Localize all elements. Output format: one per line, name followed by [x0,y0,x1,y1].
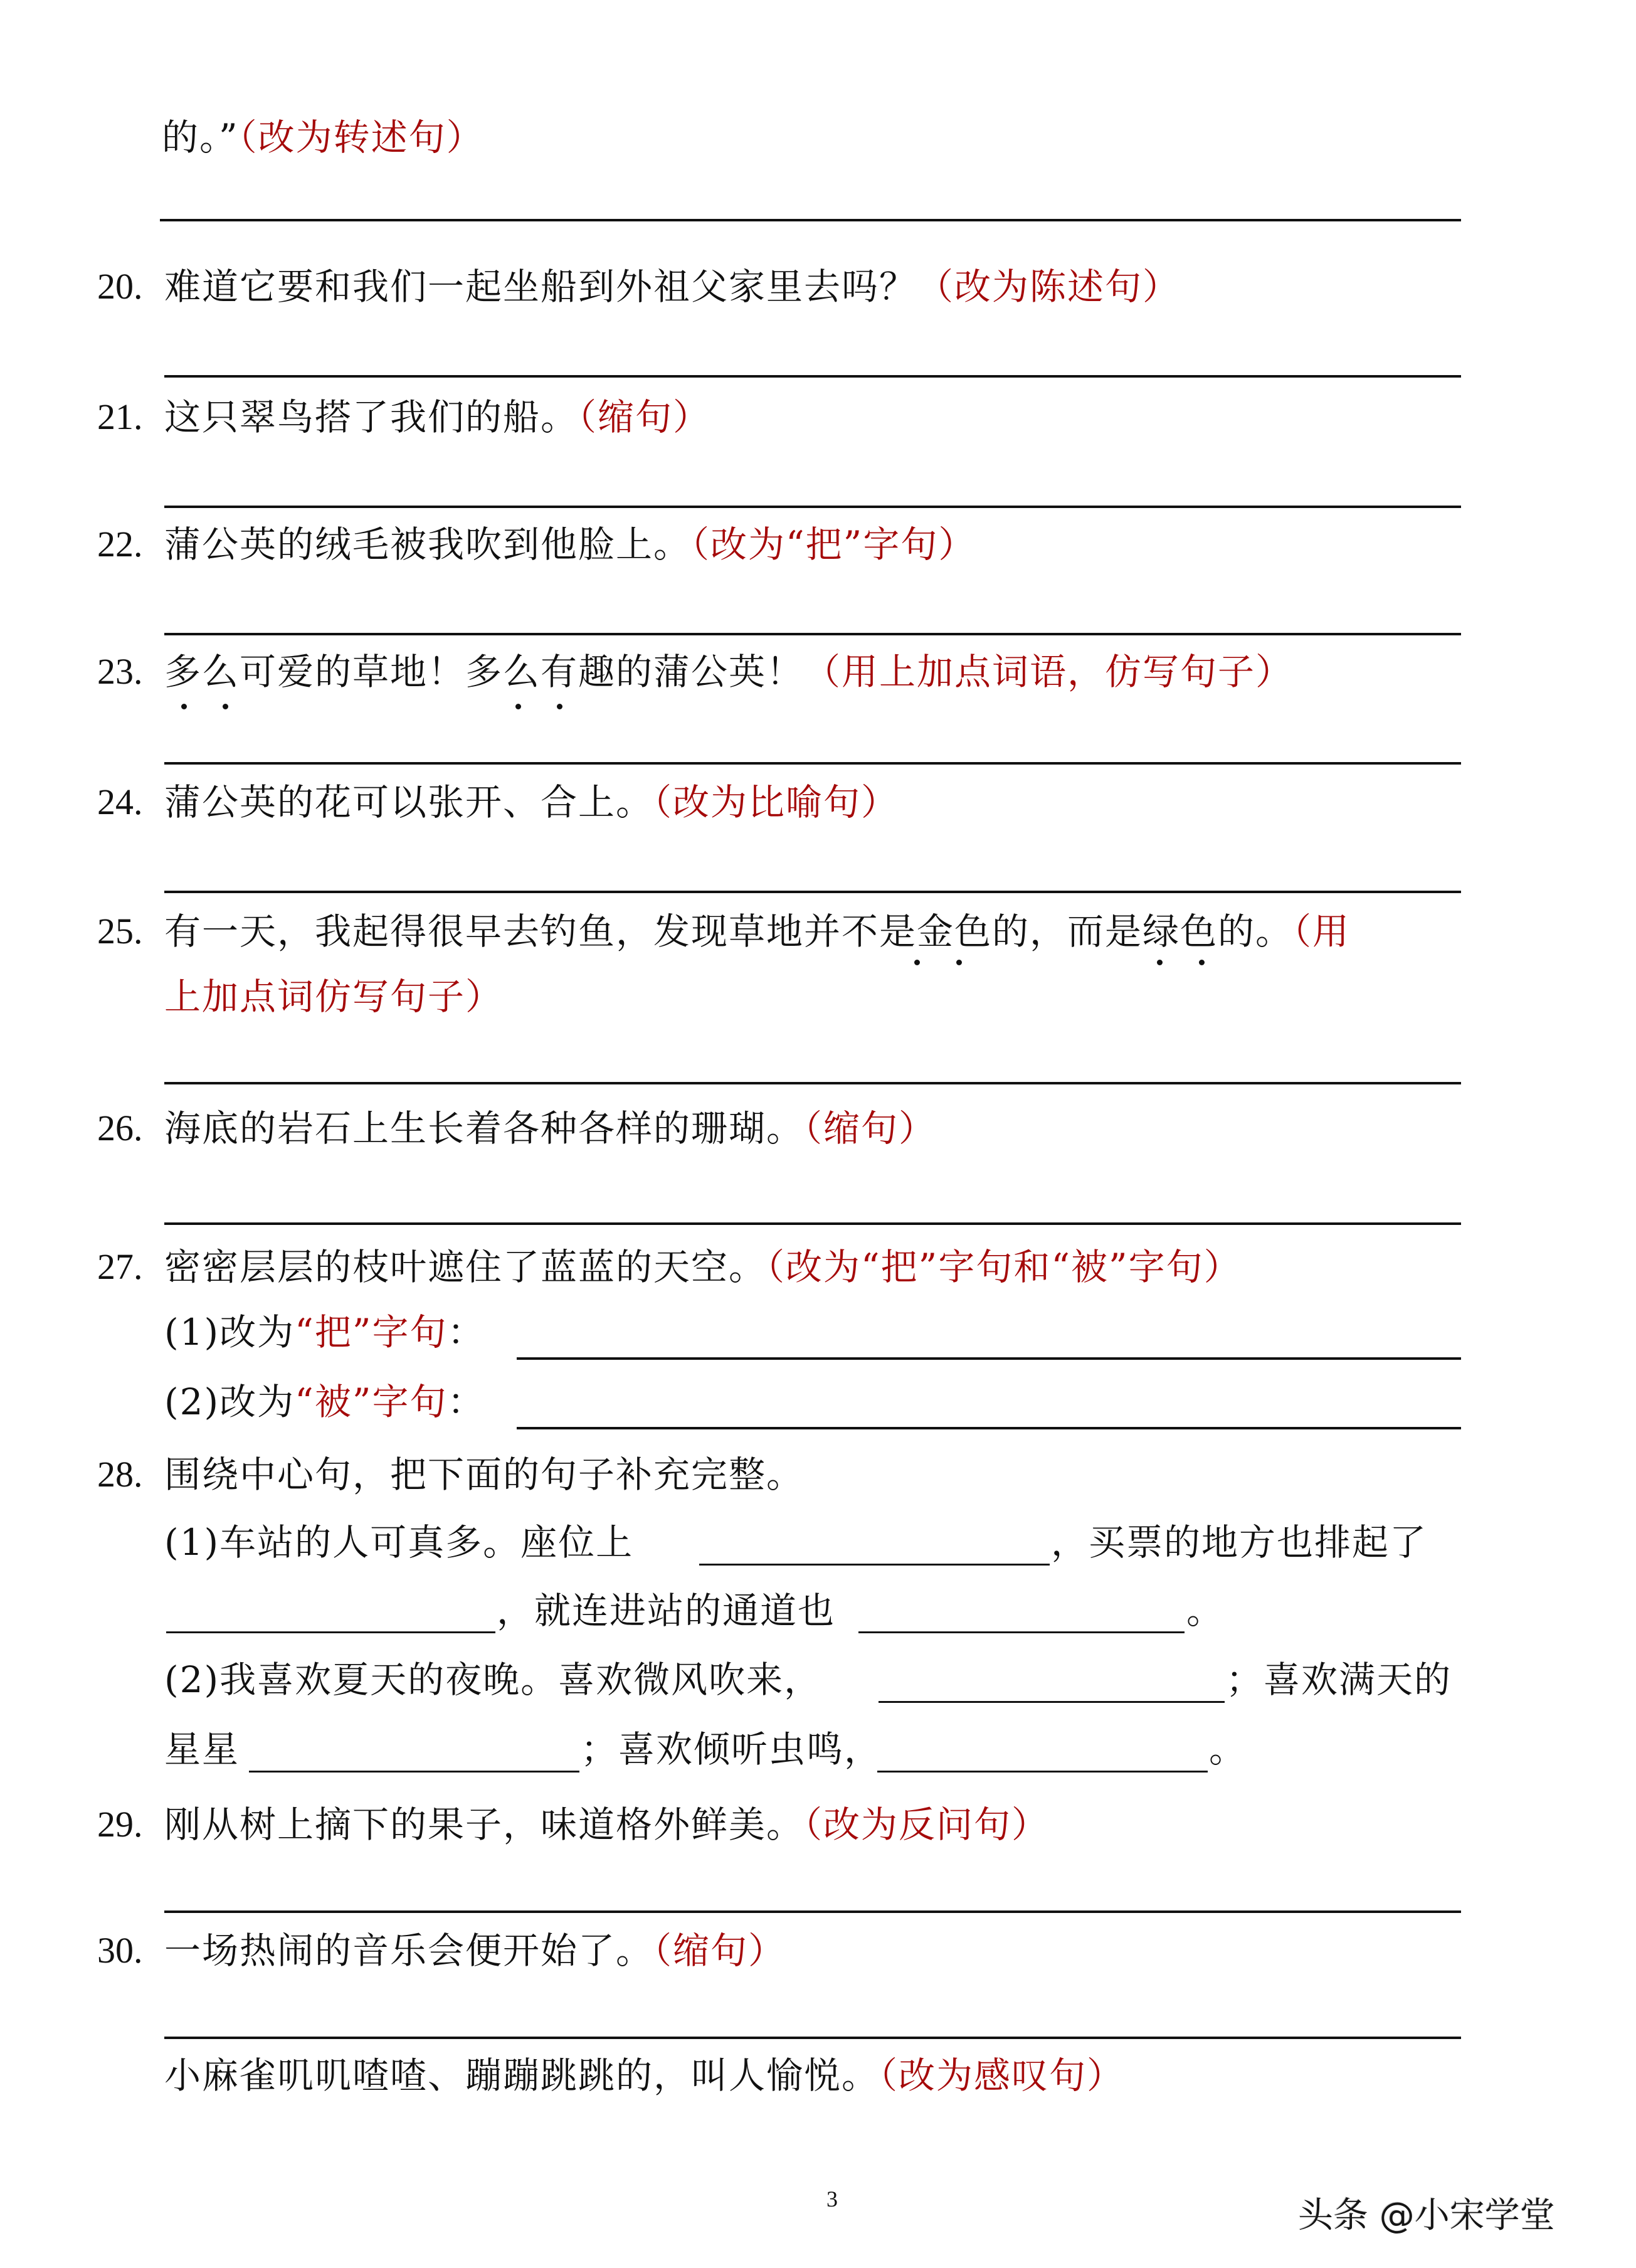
sub-suffix: ： [447,1311,485,1354]
instruction-text: （用上加点词语，仿写句子） [804,650,1294,693]
question-number-27: 27. [97,1246,143,1287]
fill-blank-28-1c[interactable] [858,1631,1185,1633]
question-text: 海底的岩石上生长着各种各样的珊瑚。 [164,1107,805,1150]
instruction-text: （改为反问句） [804,1803,1050,1846]
question-27-part-1 [164,1310,485,1354]
page-number: 3 [826,2186,838,2212]
sub-text: 星星 [164,1728,240,1771]
sub-text: ；喜欢满天的 [1226,1658,1452,1701]
question-26 [164,1106,936,1150]
emphasis-dot [515,704,521,709]
question-number-25: 25. [97,911,143,951]
fill-blank-28-2b[interactable] [249,1771,579,1773]
emphasis-dot [914,960,920,965]
question-text: 多么可爱的草地！多么有趣的蒲公英！ [164,650,805,693]
answer-line-22[interactable] [164,633,1461,635]
question-25 [164,909,1350,953]
instruction-text: （改为“把”字句） [691,523,976,566]
question-29 [164,1803,1049,1847]
question-number-23: 23. [97,651,143,692]
answer-line-26[interactable] [164,1222,1461,1225]
answer-line-23[interactable] [164,762,1461,765]
question-text: 难道它要和我们一起坐船到外祖父家里去吗？ [164,265,917,308]
sub-text: ；喜欢倾听虫鸣， [581,1728,882,1771]
sub-text: 。 [1186,1589,1225,1632]
question-number-28: 28. [97,1454,143,1495]
question-text: 蒲公英的花可以张开、合上。 [164,781,654,824]
question-22 [164,522,976,566]
sub-text: (1)车站的人可真多。座位上 [164,1521,634,1564]
question-text: 这只翠鸟搭了我们的船。 [164,396,579,438]
question-text: 有一天，我起得很早去钓鱼，发现草地并不是金色的，而是绿色的。 [164,910,1294,953]
sub-label-red: “被”字句 [295,1380,448,1423]
fill-blank-28-1a[interactable] [699,1564,1050,1566]
instruction-text: （缩句） [578,396,711,438]
instruction-text: （缩句） [653,1929,786,1972]
question-27-part-2 [164,1380,485,1424]
emphasis-dot [181,704,187,709]
emphasis-dot [1157,960,1163,965]
instruction-text: （缩句） [804,1107,937,1150]
question-30 [164,1929,786,1973]
sub-text: ，就连进站的通道也 [497,1589,836,1632]
question-23 [164,650,1293,694]
instruction-text: （用 [1293,910,1351,953]
question-28: 围绕中心句，把下面的句子补充完整。 [164,1453,805,1496]
sub-suffix: ： [447,1380,485,1423]
question-number-24: 24. [97,782,143,822]
emphasis-dot [557,704,562,709]
watermark: 头条 @小宋学堂 [1298,2195,1555,2236]
fill-blank-28-1b[interactable] [166,1631,495,1633]
question-text: 小麻雀叽叽喳喳、蹦蹦跳跳的，叫人愉悦。 [164,2054,880,2097]
instruction-text: （改为比喻句） [653,781,899,824]
question-text: 一场热闹的音乐会便开始了。 [164,1929,654,1972]
sub-label-red: “把”字句 [295,1311,448,1354]
question-24 [164,780,899,824]
answer-line-21[interactable] [164,506,1461,508]
answer-line-30[interactable] [164,2037,1461,2039]
question-number-30: 30. [97,1930,143,1971]
question-number-26: 26. [97,1108,143,1148]
question-28-part-1-line-1 [164,1520,633,1564]
sub-text: ，买票的地方也排起了 [1051,1521,1428,1564]
question-text: 密密层层的枝叶遮住了蓝蓝的天空。 [164,1246,767,1288]
fill-blank-28-2c[interactable] [877,1771,1208,1773]
instruction-text: （改为感叹句） [879,2054,1125,2097]
answer-line-24[interactable] [164,891,1461,893]
question-19-continuation [162,115,484,159]
sub-text: 。 [1209,1728,1247,1771]
sub-label: (2)改为 [164,1380,295,1423]
instruction-text: （改为“把”字句和“被”字句） [766,1246,1242,1288]
answer-line-19[interactable] [160,219,1461,221]
question-21 [164,395,710,439]
answer-line-20[interactable] [164,375,1461,378]
question-text: 的。” [162,116,239,159]
answer-line-25[interactable] [164,1082,1461,1084]
answer-line-29[interactable] [164,1910,1461,1913]
question-number-21: 21. [97,396,143,437]
fill-blank-28-2a[interactable] [879,1701,1225,1703]
answer-line-27-1[interactable] [517,1357,1461,1360]
instruction-text: （改为陈述句） [917,265,1181,308]
sub-label: (1)改为 [164,1311,295,1354]
answer-line-27-2[interactable] [517,1427,1461,1429]
emphasis-dot [1199,960,1205,965]
emphasis-dot [956,960,962,965]
question-text: 刚从树上摘下的果子，味道格外鲜美。 [164,1803,805,1846]
sub-text: (2)我喜欢夏天的夜晚。喜欢微风吹来， [164,1658,822,1701]
question-27 [164,1245,1242,1289]
question-number-20: 20. [97,266,143,307]
emphasis-dot [223,704,228,709]
question-31 [164,2053,1124,2097]
question-number-29: 29. [97,1804,143,1845]
question-number-22: 22. [97,524,143,564]
instruction-text: （改为转述句） [238,116,484,159]
question-25-instruction-continued: 上加点词仿写句子） [164,975,504,1018]
question-20 [164,265,1180,309]
question-text: 蒲公英的绒毛被我吹到他脸上。 [164,523,692,566]
